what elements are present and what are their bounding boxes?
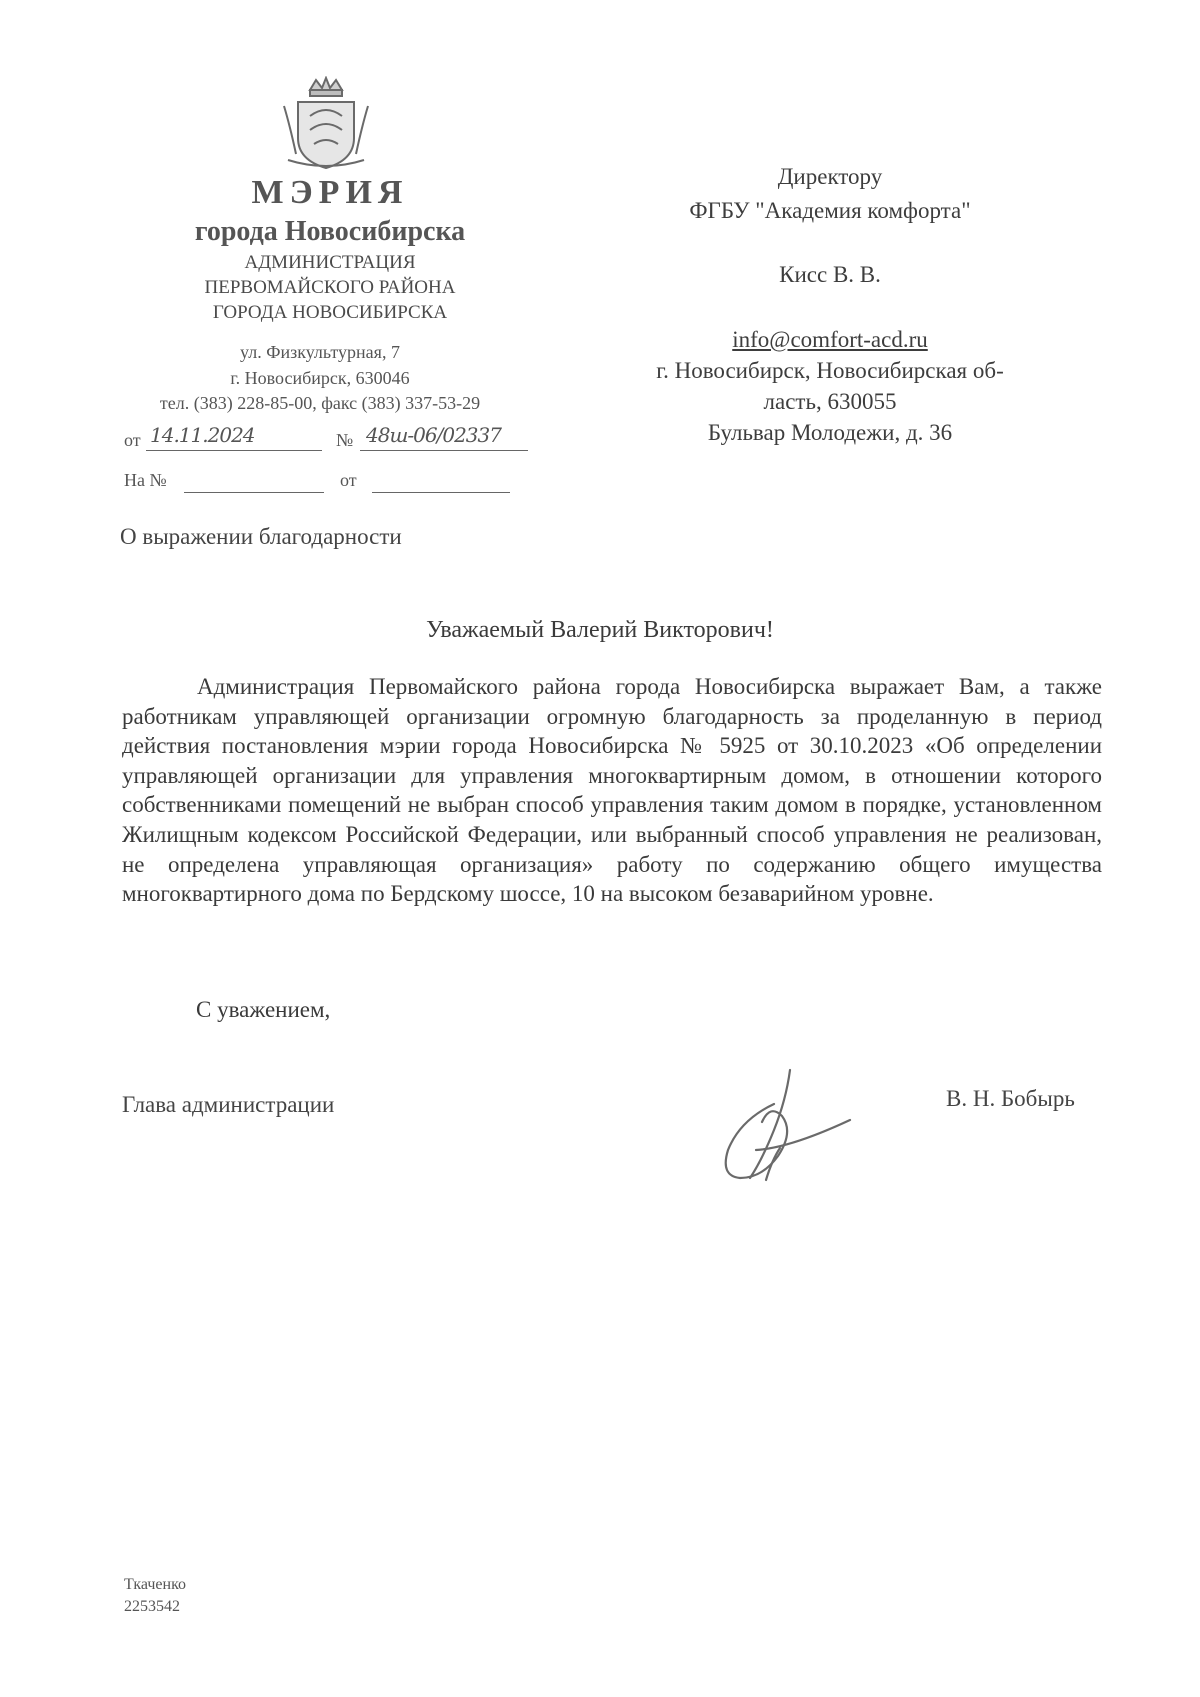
- letterhead-phones: тел. (383) 228-85-00, факс (383) 337-53-29: [159, 393, 481, 413]
- reg-number-label: №: [336, 430, 354, 450]
- addressee-address-line-1: г. Новосибирск, Новосибирская об-: [656, 358, 1004, 383]
- signatory-position: Глава администрации: [122, 1092, 335, 1117]
- admin-line-3: ГОРОДА НОВОСИБИРСКА: [212, 302, 448, 323]
- salutation: Уважаемый Валерий Викторович!: [426, 617, 774, 643]
- admin-line-2: ПЕРВОМАЙСКОГО РАЙОНА: [204, 277, 456, 298]
- city-title: города Новосибирска: [194, 216, 466, 247]
- letterhead-street: ул. Физкультурная, 7: [240, 342, 400, 362]
- signatory-name: В. Н. Бобырь: [946, 1086, 1075, 1111]
- letter-subject: О выражении благодарности: [120, 524, 402, 549]
- addressee-email[interactable]: info@comfort-acd.ru: [732, 327, 928, 352]
- reg-date-handwritten: 14.11.2024: [150, 423, 255, 447]
- executor-phone: 2253542: [124, 1598, 180, 1615]
- reg-from-label: от: [124, 430, 141, 450]
- coat-of-arms-icon: [280, 76, 372, 172]
- closing: С уважением,: [196, 997, 331, 1022]
- reply-from-underline: [372, 492, 510, 493]
- reply-from-label: от: [340, 470, 357, 490]
- addressee-name: Кисс В. В.: [779, 262, 881, 287]
- addressee-address-line-3: Бульвар Молодежи, д. 36: [707, 420, 953, 445]
- mayoralty-title: МЭРИЯ: [251, 174, 409, 211]
- executor-name: Ткаченко: [124, 1576, 187, 1593]
- letterhead-city-address: г. Новосибирск, 630046: [230, 368, 410, 388]
- addressee-address-line-2: ласть, 630055: [763, 389, 897, 414]
- letter-body: Администрация Первомайского района города Новосибирска выражает Вам, а также работникам управляющей организации огромную благодарность за проделанную в период действия постановления мэрии города Новосибирска № 5925 от 30.10.2023 «Об определении управляющей организации для управления многоквартирным домом, в отношении которого собственниками помещений не выбран способ управления таким домом в порядке, установленном Жилищным кодексом Российской Федерации, или выбранный способ управления не реализован, не определена управляющая организация» работу по содержанию общего имущества многоквартирного дома по Бердскому шоссе, 10 на высоком безаварийном уровне.: [122, 674, 1102, 907]
- reg-number-handwritten: 48ш-06/02337: [366, 423, 501, 447]
- reply-to-underline: [184, 492, 324, 493]
- reg-date-underline: [146, 450, 322, 451]
- handwritten-signature-icon: [700, 1060, 860, 1190]
- addressee-organization: ФГБУ "Академия комфорта": [689, 198, 971, 223]
- admin-line-1: АДМИНИСТРАЦИЯ: [244, 252, 416, 273]
- reply-to-label: На №: [124, 470, 167, 490]
- reg-number-underline: [360, 450, 528, 451]
- addressee-position: Директору: [777, 164, 883, 189]
